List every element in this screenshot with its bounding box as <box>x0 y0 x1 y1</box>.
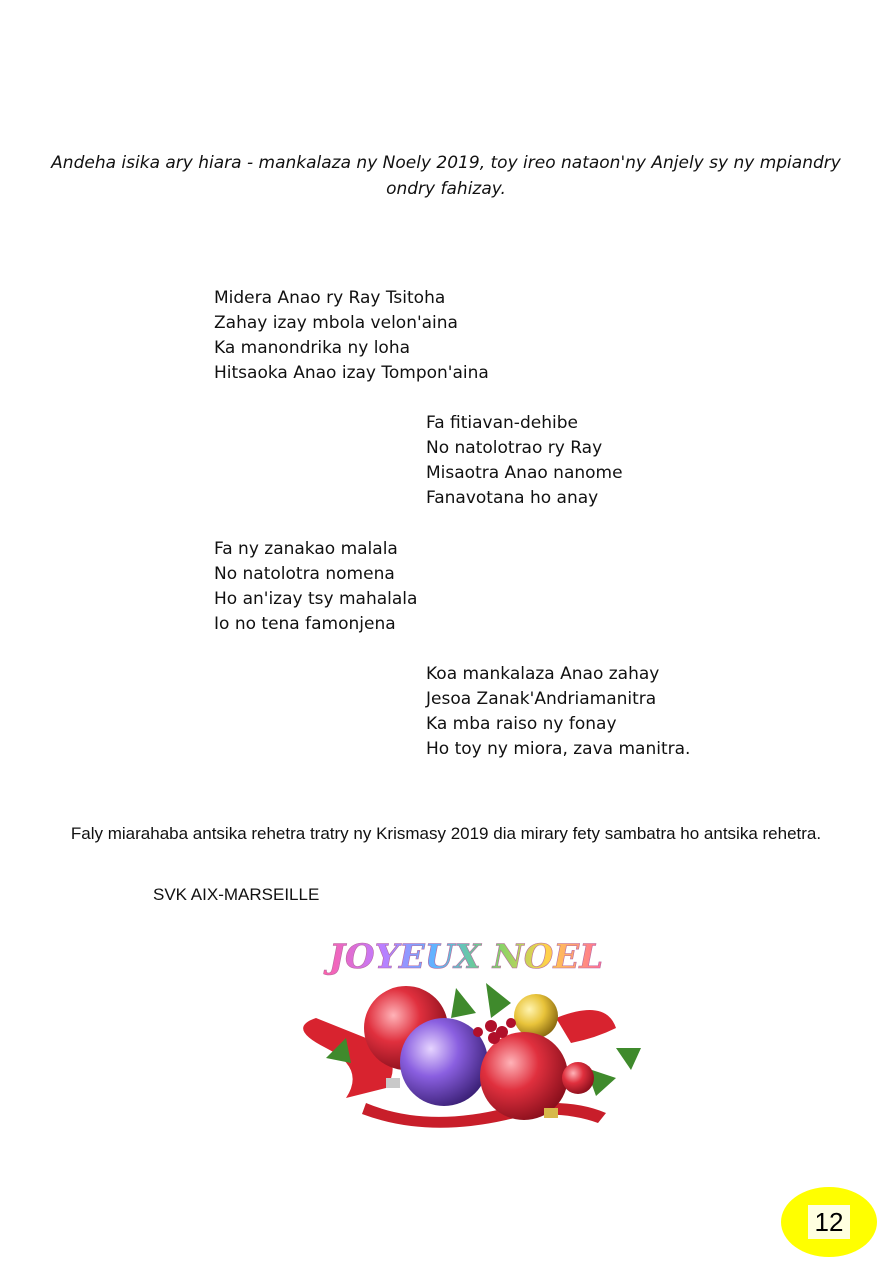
ribbon <box>362 1103 606 1128</box>
poem-line: Fa fitiavan-dehibe <box>426 413 578 433</box>
poem-line: Ho an'izay tsy mahalala <box>214 589 418 609</box>
page-number-badge <box>781 1187 877 1257</box>
poem-line: Midera Anao ry Ray Tsitoha <box>214 288 446 308</box>
poem-line: Ho toy ny miora, zava manitra. <box>426 739 691 759</box>
poem-line: Io no tena famonjena <box>214 614 396 634</box>
ornament-cap <box>544 1108 558 1118</box>
ornament-cap <box>386 1078 400 1088</box>
poem-line: Ka manondrika ny loha <box>214 338 411 358</box>
christmas-ornaments-image <box>226 928 708 1144</box>
red-ornament <box>480 1032 568 1120</box>
intro-text: Andeha isika ary hiara - mankalaza ny Noely 2019, toy ireo nataon'ny Anjely sy ny mpiandry ondry fahizay. <box>51 153 841 199</box>
poem-stanza-2 <box>426 411 623 511</box>
poem-line: Fanavotana ho anay <box>426 488 599 508</box>
signature: SVK AIX-MARSEILLE <box>153 885 320 904</box>
joyeux-noel-banner: JOYEUX NOEL <box>328 937 604 977</box>
poem-line: No natolotra nomena <box>214 564 395 584</box>
poem-line: Hitsaoka Anao izay Tompon'aina <box>214 363 489 383</box>
poem-line: Misaotra Anao nanome <box>426 463 623 483</box>
poem-stanza-1 <box>214 286 489 386</box>
poem-stanza-4 <box>426 662 690 762</box>
red-ornament <box>562 1062 594 1094</box>
poem-line: No natolotrao ry Ray <box>426 438 603 458</box>
gold-ornament <box>514 994 558 1038</box>
poem-line: Fa ny zanakao malala <box>214 539 398 559</box>
poem-line: Ka mba raiso ny fonay <box>426 714 617 734</box>
ribbon <box>556 1010 616 1043</box>
greeting-text: Faly miarahaba antsika rehetra tratry ny Krismasy 2019 dia mirary fety sambatra ho antsika rehetra. <box>70 824 822 843</box>
poem-line: Koa mankalaza Anao zahay <box>426 664 660 684</box>
poem-line: Jesoa Zanak'Andriamanitra <box>426 689 657 709</box>
poem-line: Zahay izay mbola velon'aina <box>214 313 458 333</box>
page-number: 12 <box>808 1205 851 1239</box>
poem-stanza-3 <box>214 537 417 637</box>
